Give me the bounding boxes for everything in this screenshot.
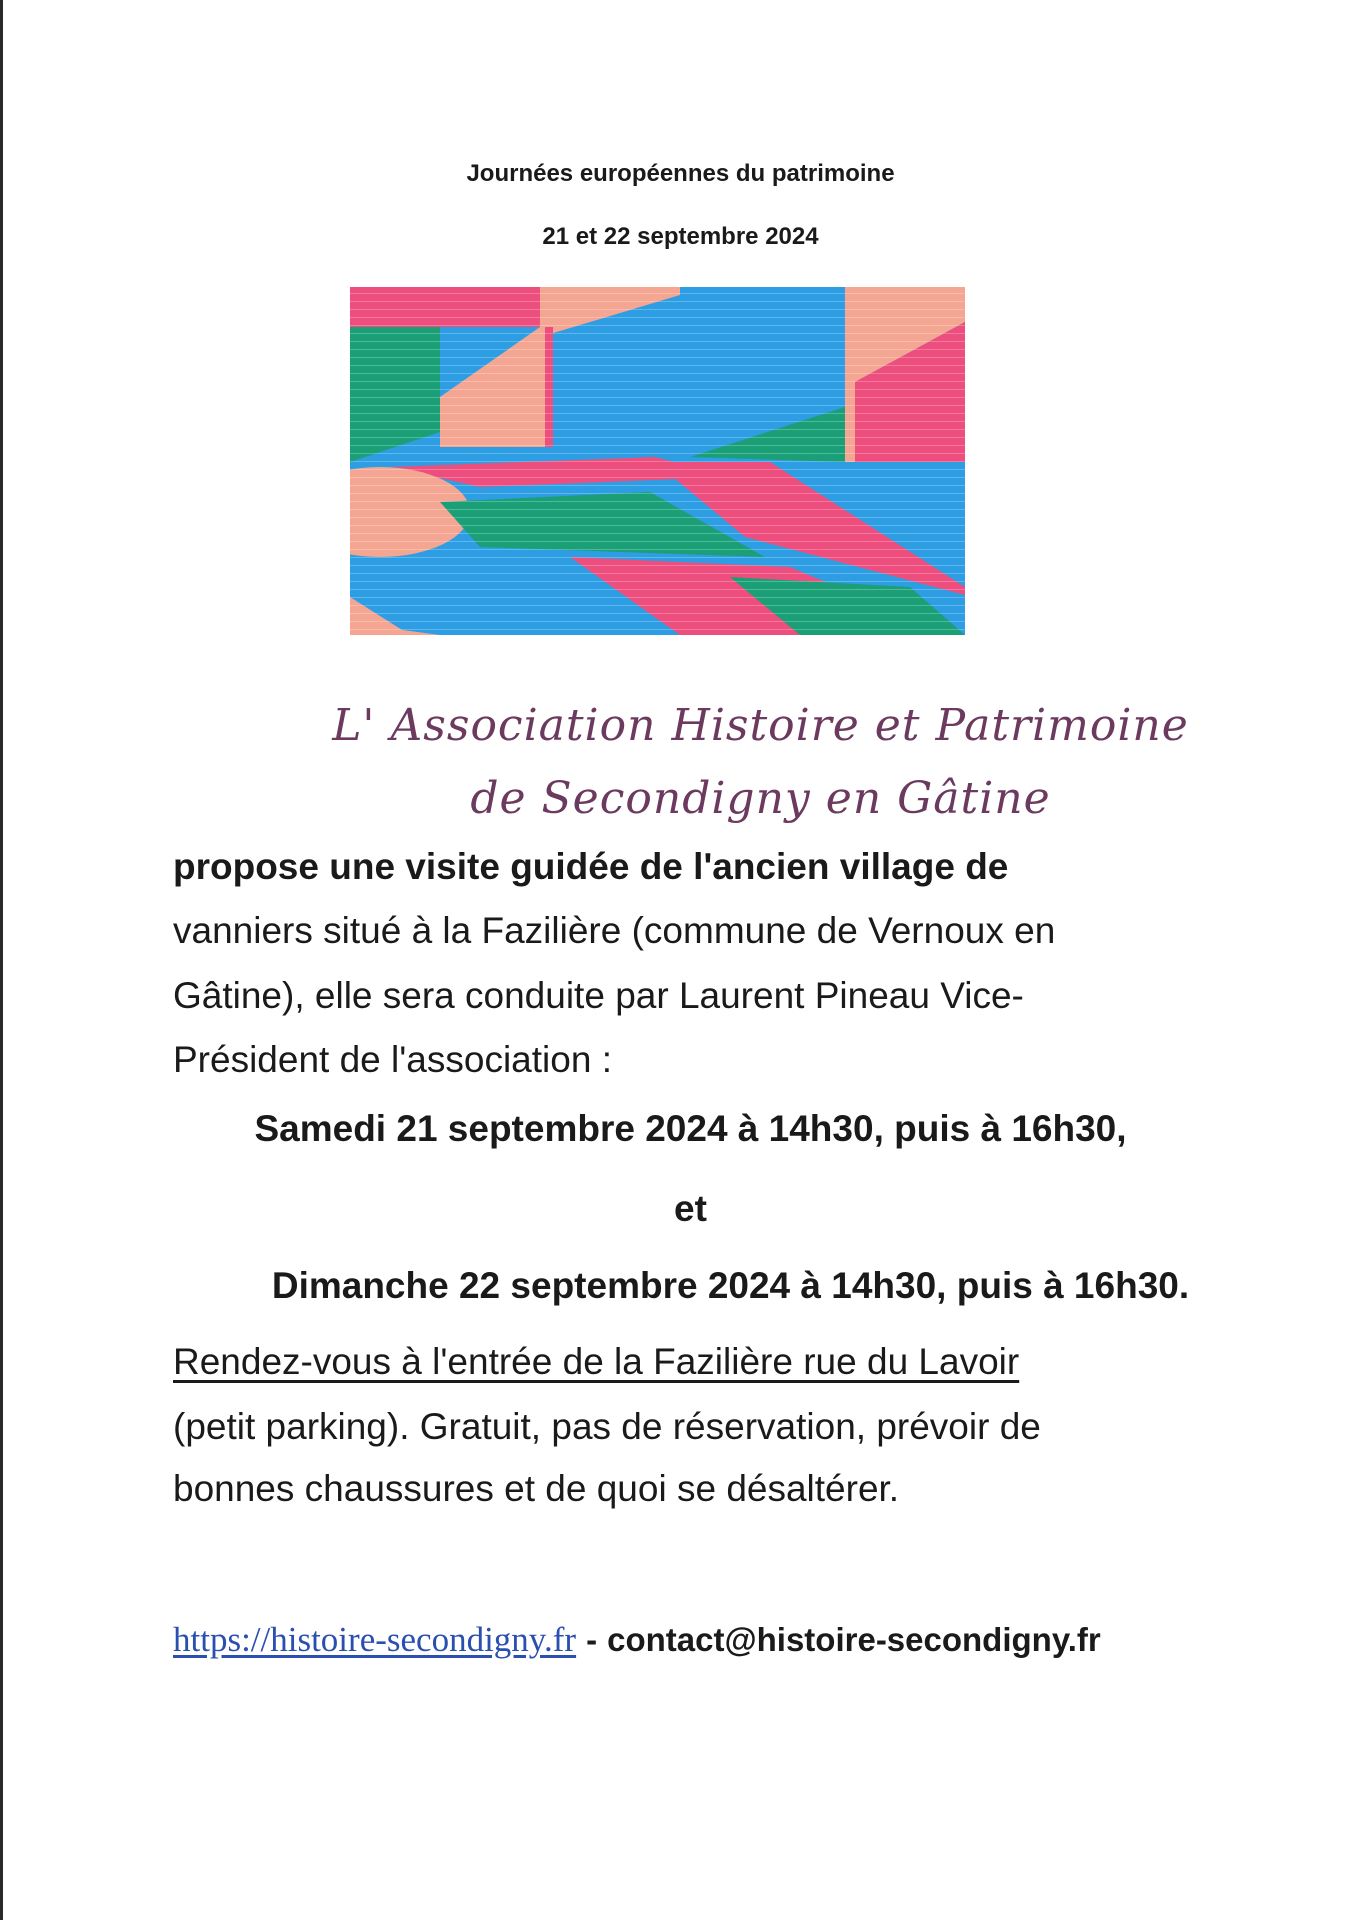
meeting-details-line2: bonnes chaussures et de quoi se désaltérer.	[173, 1468, 900, 1509]
association-name-line1: L' Association Histoire et Patrimoine	[332, 700, 1189, 751]
footer-contact	[173, 1620, 1101, 1660]
event-title: Journées européennes du patrimoine	[466, 160, 895, 187]
intro-text-line1: propose une visite guidée de l'ancien village de	[173, 846, 1009, 887]
intro-text-line3: Gâtine), elle sera conduite par Laurent Pineau Vice-	[173, 975, 1024, 1016]
page-edge	[0, 0, 3, 1920]
meeting-details-line1: (petit parking). Gratuit, pas de réservation, prévoir de	[173, 1406, 1041, 1447]
schedule-sunday: Dimanche 22 septembre 2024 à 14h30, puis à 16h30.	[271, 1265, 1190, 1306]
footer-separator: -	[586, 1621, 598, 1658]
meeting-point: Rendez-vous à l'entrée de la Fazilière rue du Lavoir	[173, 1341, 1020, 1382]
event-dates: 21 et 22 septembre 2024	[542, 223, 819, 250]
heritage-days-graphic	[350, 287, 965, 635]
schedule-and: et	[674, 1188, 707, 1229]
intro-text-line4: Président de l'association :	[173, 1039, 612, 1080]
website-link[interactable]: https://histoire-secondigny.fr	[173, 1620, 577, 1659]
contact-email: contact@histoire-secondigny.fr	[607, 1621, 1101, 1658]
schedule-saturday: Samedi 21 septembre 2024 à 14h30, puis à 16h30,	[254, 1108, 1127, 1149]
association-name-line2: de Secondigny en Gâtine	[470, 773, 1051, 824]
intro-text-line2: vanniers situé à la Fazilière (commune de Vernoux en	[173, 910, 1056, 951]
